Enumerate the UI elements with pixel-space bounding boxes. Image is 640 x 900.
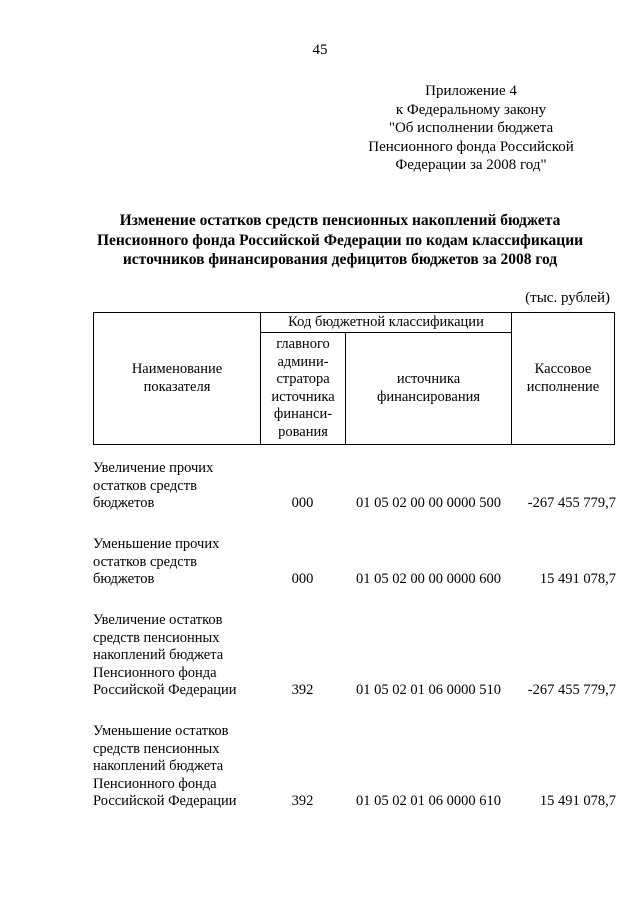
appendix-line: Пенсионного фонда Российской (368, 138, 574, 155)
title-line: источников финансирования дефицитов бюджетов за 2008 год (122, 251, 558, 268)
appendix-line: Приложение 4 (425, 83, 517, 99)
table-header (93, 312, 614, 444)
header-amount-column: Кассовое исполнение (512, 313, 615, 445)
appendix-line: "Об исполнении бюджета (388, 120, 554, 136)
row-name-line: средств пенсионных (93, 740, 220, 757)
row-name-line: бюджетов (93, 571, 155, 587)
row-amount: -267 455 779,7 (527, 682, 616, 698)
row-name (93, 612, 263, 700)
appendix-line: к Федеральному закону (395, 101, 547, 118)
document-title (60, 211, 620, 270)
row-name-line: бюджетов (93, 495, 155, 511)
row-amount: 15 491 078,7 (539, 571, 616, 587)
header-code-group: Код бюджетной классификации (261, 313, 512, 333)
row-source-code: 01 05 02 01 06 0000 610 (356, 793, 501, 809)
row-name (93, 460, 263, 513)
row-name-line: остатков средств (93, 477, 197, 494)
row-admin-code: 392 (291, 793, 314, 809)
appendix-line: Федерации за 2008 год" (395, 157, 547, 173)
row-source-code: 01 05 02 00 00 0000 600 (356, 571, 501, 587)
row-name-line: Увеличение прочих (93, 460, 214, 476)
row-name (93, 723, 263, 811)
row-source-code: 01 05 02 00 00 0000 500 (356, 495, 501, 511)
units-label: (тыс. рублей) (525, 290, 610, 306)
row-name (93, 536, 263, 589)
row-name-line: Российской Федерации (93, 682, 237, 698)
row-name-line: Пенсионного фонда (93, 664, 217, 681)
header-admin-column: главного админи-стратора источника финанси-рования (261, 333, 346, 445)
title-line: Пенсионного фонда Российской Федерации по кодам классификации (96, 231, 584, 249)
row-name-line: Уменьшение остатков (93, 723, 229, 739)
appendix-note (340, 82, 602, 175)
row-amount: -267 455 779,7 (527, 495, 616, 511)
header-name-column: Наименование показателя (94, 313, 261, 445)
row-name-line: Уменьшение прочих (93, 536, 220, 552)
row-name-line: Пенсионного фонда (93, 775, 217, 792)
row-amount: 15 491 078,7 (539, 793, 616, 809)
row-admin-code: 000 (291, 571, 314, 587)
row-name-line: средств пенсионных (93, 629, 220, 646)
row-admin-code: 000 (291, 495, 314, 511)
row-admin-code: 392 (291, 682, 314, 698)
row-name-line: остатков средств (93, 553, 197, 570)
row-name-line: накоплений бюджета (93, 758, 224, 774)
row-name-line: Увеличение остатков (93, 612, 223, 628)
page-number: 45 (312, 42, 328, 58)
row-name-line: накоплений бюджета (93, 647, 224, 663)
row-name-line: Российской Федерации (93, 793, 237, 809)
header-source-column: источника финансирования (346, 333, 512, 445)
row-source-code: 01 05 02 01 06 0000 510 (356, 682, 501, 698)
title-line: Изменение остатков средств пенсионных накоплений бюджета (119, 212, 561, 229)
